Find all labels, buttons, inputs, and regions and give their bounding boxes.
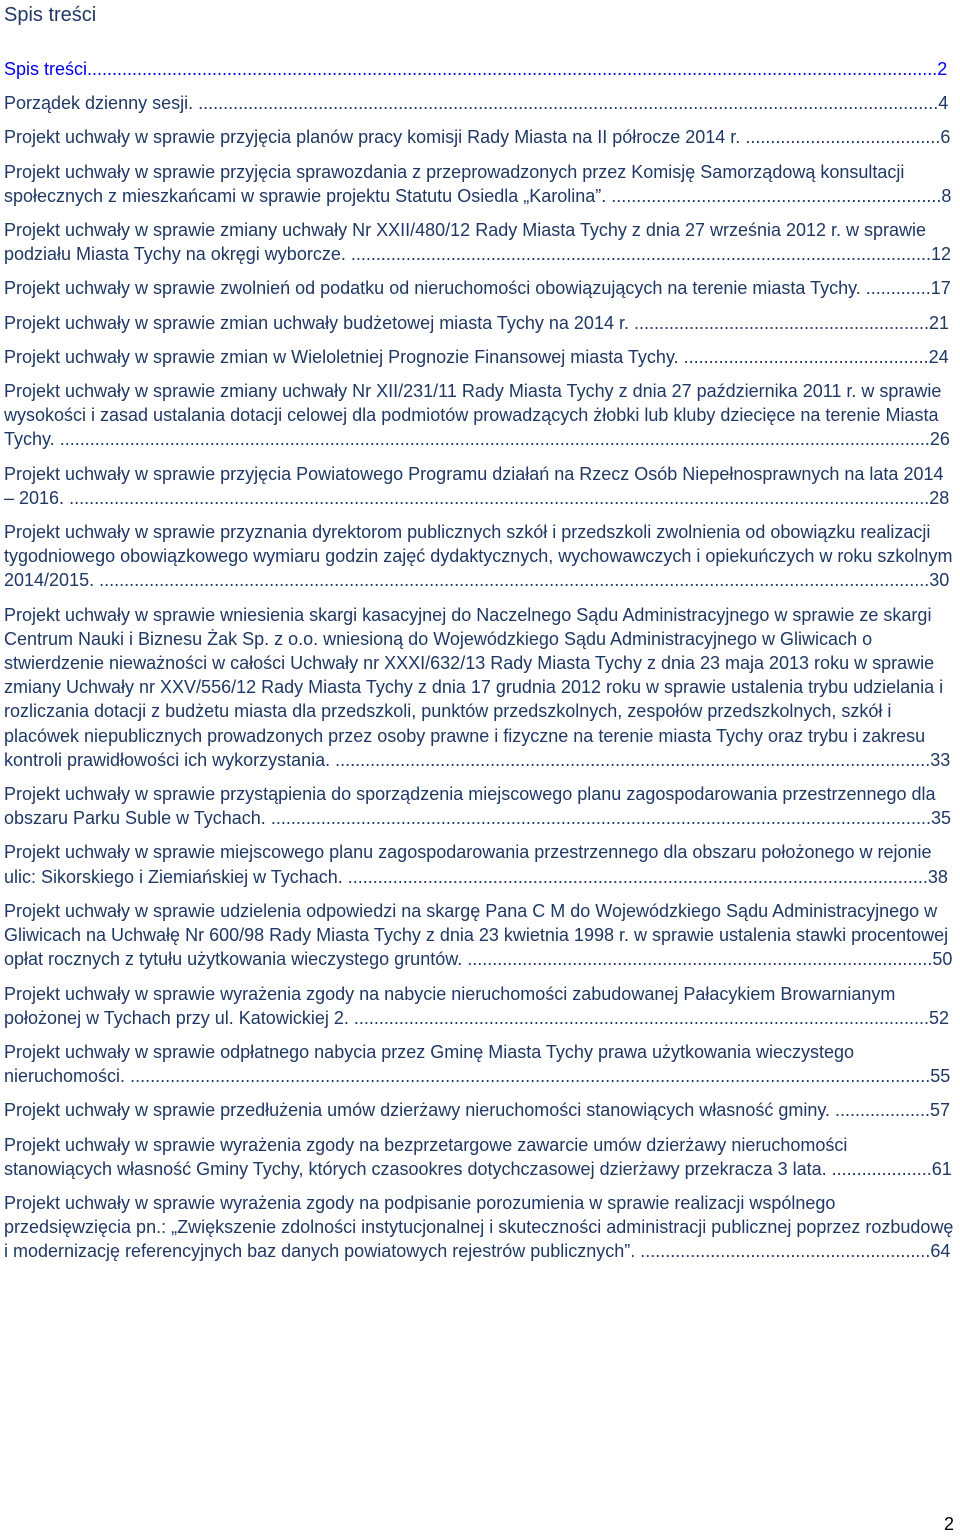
toc-page-number: 38 [927,866,948,887]
toc-leader-page [467,949,952,969]
toc-page-number: 64 [930,1241,951,1262]
toc-entry[interactable] [4,1133,956,1181]
toc-entry-text: Projekt uchwały w sprawie wniesienia skargi kasacyjnej do Naczelnego Sądu Administracyjnego w sprawie ze skargi Centrum Nauki i Biznesu Żak Sp. z o.o. wniesioną do Wojewódzkiego Sądu Administracyjnego w Gliwicach o stwierdzenie nieważności w całości Uchwały nr XXXI/632/13 Rady Miasta Tychy z dnia 23 maja 2013 roku w sprawie zmiany Uchwały nr XXV/556/12 Rady Miasta Tychy z dnia 17 grudnia 2012 roku w sprawie ustalenia trybu udzielania i rozliczania dotacji z budżetu miasta dla przedszkoli, punktów przedszkolnych, zespołów przedszkolnych, szkół i placówek niepublicznych prowadzonych przez osoby prawne i fizyczne na terenie miasta Tychy oraz trybu i zakresu kontroli prawidłowości ich wykorzystania. [4,604,944,770]
dot-leader: ................................................................................................................................................................ [130,1066,931,1087]
dot-leader: .......................................................................................................................................................................... [87,59,938,79]
toc-entry[interactable] [4,982,956,1030]
dot-leader: .......................................................... [640,1241,931,1262]
toc-leader-page [835,1100,950,1120]
toc-entry[interactable] [4,462,956,510]
toc-entry-text: Projekt uchwały w sprawie zmian w Wieloletniej Prognozie Finansowej miasta Tychy. [4,346,684,367]
toc-page-number: 55 [930,1066,951,1087]
page-title: Spis treści [4,4,97,26]
toc-entry-text: Projekt uchwały w sprawie wyrażenia zgody na nabycie nieruchomości zabudowanej Pałacykiem Browarnianym położonej w Tychach przy ul. Katowickiej 2. [4,983,896,1028]
toc-leader-page [130,1066,950,1086]
toc-entry[interactable] [4,603,956,772]
toc-page-number: 8 [941,185,952,206]
toc-page-number: 28 [929,487,950,508]
toc-entry-text: Projekt uchwały w sprawie przyjęcia Powiatowego Programu działań na Rzecz Osób Niepełnosprawnych na lata 2014 – 2016. [4,463,944,508]
toc-entry[interactable] [4,218,956,266]
toc-entry-text: Projekt uchwały w sprawie zmiany uchwały Nr XXII/480/12 Rady Miasta Tychy z dnia 27 września 2012 r. w sprawie podziału Miasta Tychy na okręgi wyborcze. [4,220,927,265]
dot-leader: .................................................................................................................................... [270,808,931,829]
toc-leader-page [354,1008,949,1028]
toc-leader-page [634,313,949,333]
toc-entry[interactable] [4,91,956,115]
dot-leader: ................... [835,1100,931,1121]
dot-leader: ........................................................... [633,312,930,333]
toc-leader-page [611,186,951,206]
toc-leader-page [832,1159,952,1179]
toc-entry-text: Projekt uchwały w sprawie zwolnień od podatku od nieruchomości obowiązujących na terenie miasta Tychy. [4,278,866,299]
toc-entry-text: Projekt uchwały w sprawie miejscowego planu zagospodarowania przestrzennego dla obszaru położonego w rejonie ulic: Sikorskiego i Ziemiańskiej w Tychach. [4,842,932,887]
toc-page-number: 26 [929,429,950,450]
dot-leader: .................................................................. [611,185,942,206]
toc-page-number: 4 [938,93,949,114]
dot-leader: ............................................................................................. [467,949,933,970]
toc-leader-page [348,867,948,887]
toc-entry[interactable] [4,160,956,208]
page-number: 2 [943,1514,954,1534]
dot-leader: .............................................................................................................................................................................. [59,429,930,450]
dot-leader: ............. [865,278,931,299]
toc-leader-page [60,429,950,449]
toc-entry[interactable] [4,1191,956,1264]
dot-leader: ................................................. [683,346,929,367]
toc-entry-text: Projekt uchwały w sprawie przystąpienia do sporządzenia miejscowego planu zagospodarowania przestrzennego dla obszaru Parku Suble w Tychach. [4,784,936,829]
toc-page-number: 6 [940,127,951,148]
toc-page-number: 17 [930,278,951,299]
dot-leader: ...................................................................................................................................................................... [99,570,930,591]
toc-leader-page [640,1241,950,1261]
toc-entry-text: Spis treści [4,59,88,79]
toc-entry-text: Projekt uchwały w sprawie przedłużenia umów dzierżawy nieruchomości stanowiących własność gminy. [4,1100,836,1121]
toc-leader-page [69,488,949,508]
toc-leader-page [866,278,951,298]
toc-entry-text: Projekt uchwały w sprawie zmiany uchwały Nr XII/231/11 Rady Miasta Tychy z dnia 27 października 2011 r. w sprawie wysokości i zasad ustalania dotacji celowej dla podmiotów prowadzących żłobki lub kluby dziecięce na terenie Miasta Tychy. [4,381,942,450]
toc-entry[interactable] [4,840,956,888]
toc-page-number: 61 [931,1158,952,1179]
toc-page-number: 57 [930,1100,951,1121]
toc-leader-page [745,127,950,147]
table-of-contents [4,57,956,1274]
toc-page-number: 52 [928,1007,949,1028]
toc-page-number: 21 [929,312,950,333]
toc-entry-text: Projekt uchwały w sprawie przyjęcia sprawozdania z przeprowadzonych przez Komisję Samorządową konsultacji społecznych z mieszkańcami w sprawie projektu Statutu Osiedla „Karolina”. [4,161,905,206]
dot-leader: .................... [831,1158,932,1179]
toc-page-number: 12 [930,244,951,265]
dot-leader: ....................................................................................................................... [335,749,931,770]
toc-entry[interactable] [4,899,956,972]
toc-entry-text: Projekt uchwały w sprawie udzielenia odpowiedzi na skargę Pana C M do Wojewódzkiego Sądu Administracyjnego w Gliwicach na Uchwałę Nr 600/98 Rady Miasta Tychy z dnia 23 kwietnia 1998 r. w sprawie ustalenia stawki procentowej opłat rocznych z tytułu użytkowania wieczystego gruntów. [4,900,949,970]
toc-entry[interactable] [4,520,956,593]
toc-entry[interactable] [4,345,956,369]
toc-entry[interactable] [4,379,956,452]
toc-entry[interactable] [4,782,956,830]
toc-entry-text: Porządek dzienny sesji. [4,93,199,114]
toc-entry[interactable] [4,311,956,335]
dot-leader: .................................................................................................................................................... [198,93,939,114]
toc-leader-page [99,570,949,590]
toc-entry-text: Projekt uchwały w sprawie przyjęcia planów pracy komisji Rady Miasta na II półrocze 2014 r. [4,127,746,148]
toc-entry-text: Projekt uchwały w sprawie zmian uchwały budżetowej miasta Tychy na 2014 r. [4,312,634,333]
toc-leader-page [351,244,951,264]
dot-leader: ....................................... [745,127,941,148]
toc-entry-text: Projekt uchwały w sprawie odpłatnego nabycia przez Gminę Miasta Tychy prawa użytkowania wieczystego nieruchomości. [4,1041,855,1087]
dot-leader: .................................................................................................................... [347,866,928,887]
toc-page-number: 35 [930,808,951,829]
toc-leader-page [271,808,951,828]
toc-entry[interactable] [4,125,956,149]
dot-leader: ................................................................................................................... [353,1007,929,1028]
toc-page-number: 2 [937,59,948,79]
toc-page-number: 50 [932,949,953,970]
toc-entry[interactable] [4,1040,956,1088]
toc-entry[interactable] [4,276,956,300]
toc-page-number: 30 [929,570,950,591]
dot-leader: .................................................................................................................... [350,244,931,265]
toc-entry[interactable] [4,57,956,81]
toc-leader-page [684,347,949,367]
toc-entry[interactable] [4,1098,956,1122]
toc-leader-page [87,59,947,79]
toc-leader-page [198,93,948,113]
toc-entry-text: Projekt uchwały w sprawie przyznania dyrektorom publicznych szkół i przedszkoli zwolnienia od obowiązku realizacji tygodniowego obowiązkowego wymiaru godzin zajęć dydaktycznych, wychowawczych i opiekuńczych w roku szkolnym 2014/2015. [4,522,953,591]
dot-leader: ............................................................................................................................................................................ [69,487,930,508]
toc-leader-page [335,750,950,770]
toc-entry-text: Projekt uchwały w sprawie wyrażenia zgody na bezprzetargowe zawarcie umów dzierżawy nieruchomości stanowiących własność Gminy Tychy, których czasookres dotychczasowej dzierżawy przekracza 3 lata. [4,1134,848,1179]
toc-entry-text: Projekt uchwały w sprawie wyrażenia zgody na podpisanie porozumienia w sprawie realizacji wspólnego przedsięwzięcia pn.: „Zwiększenie zdolności instytucjonalnej i skuteczności administracji publicznej poprzez rozbudowę i modernizację referencyjnych baz danych powiatowych rejestrów publicznych”. [4,1192,954,1262]
toc-page-number: 33 [930,749,951,770]
toc-page-number: 24 [928,346,949,367]
